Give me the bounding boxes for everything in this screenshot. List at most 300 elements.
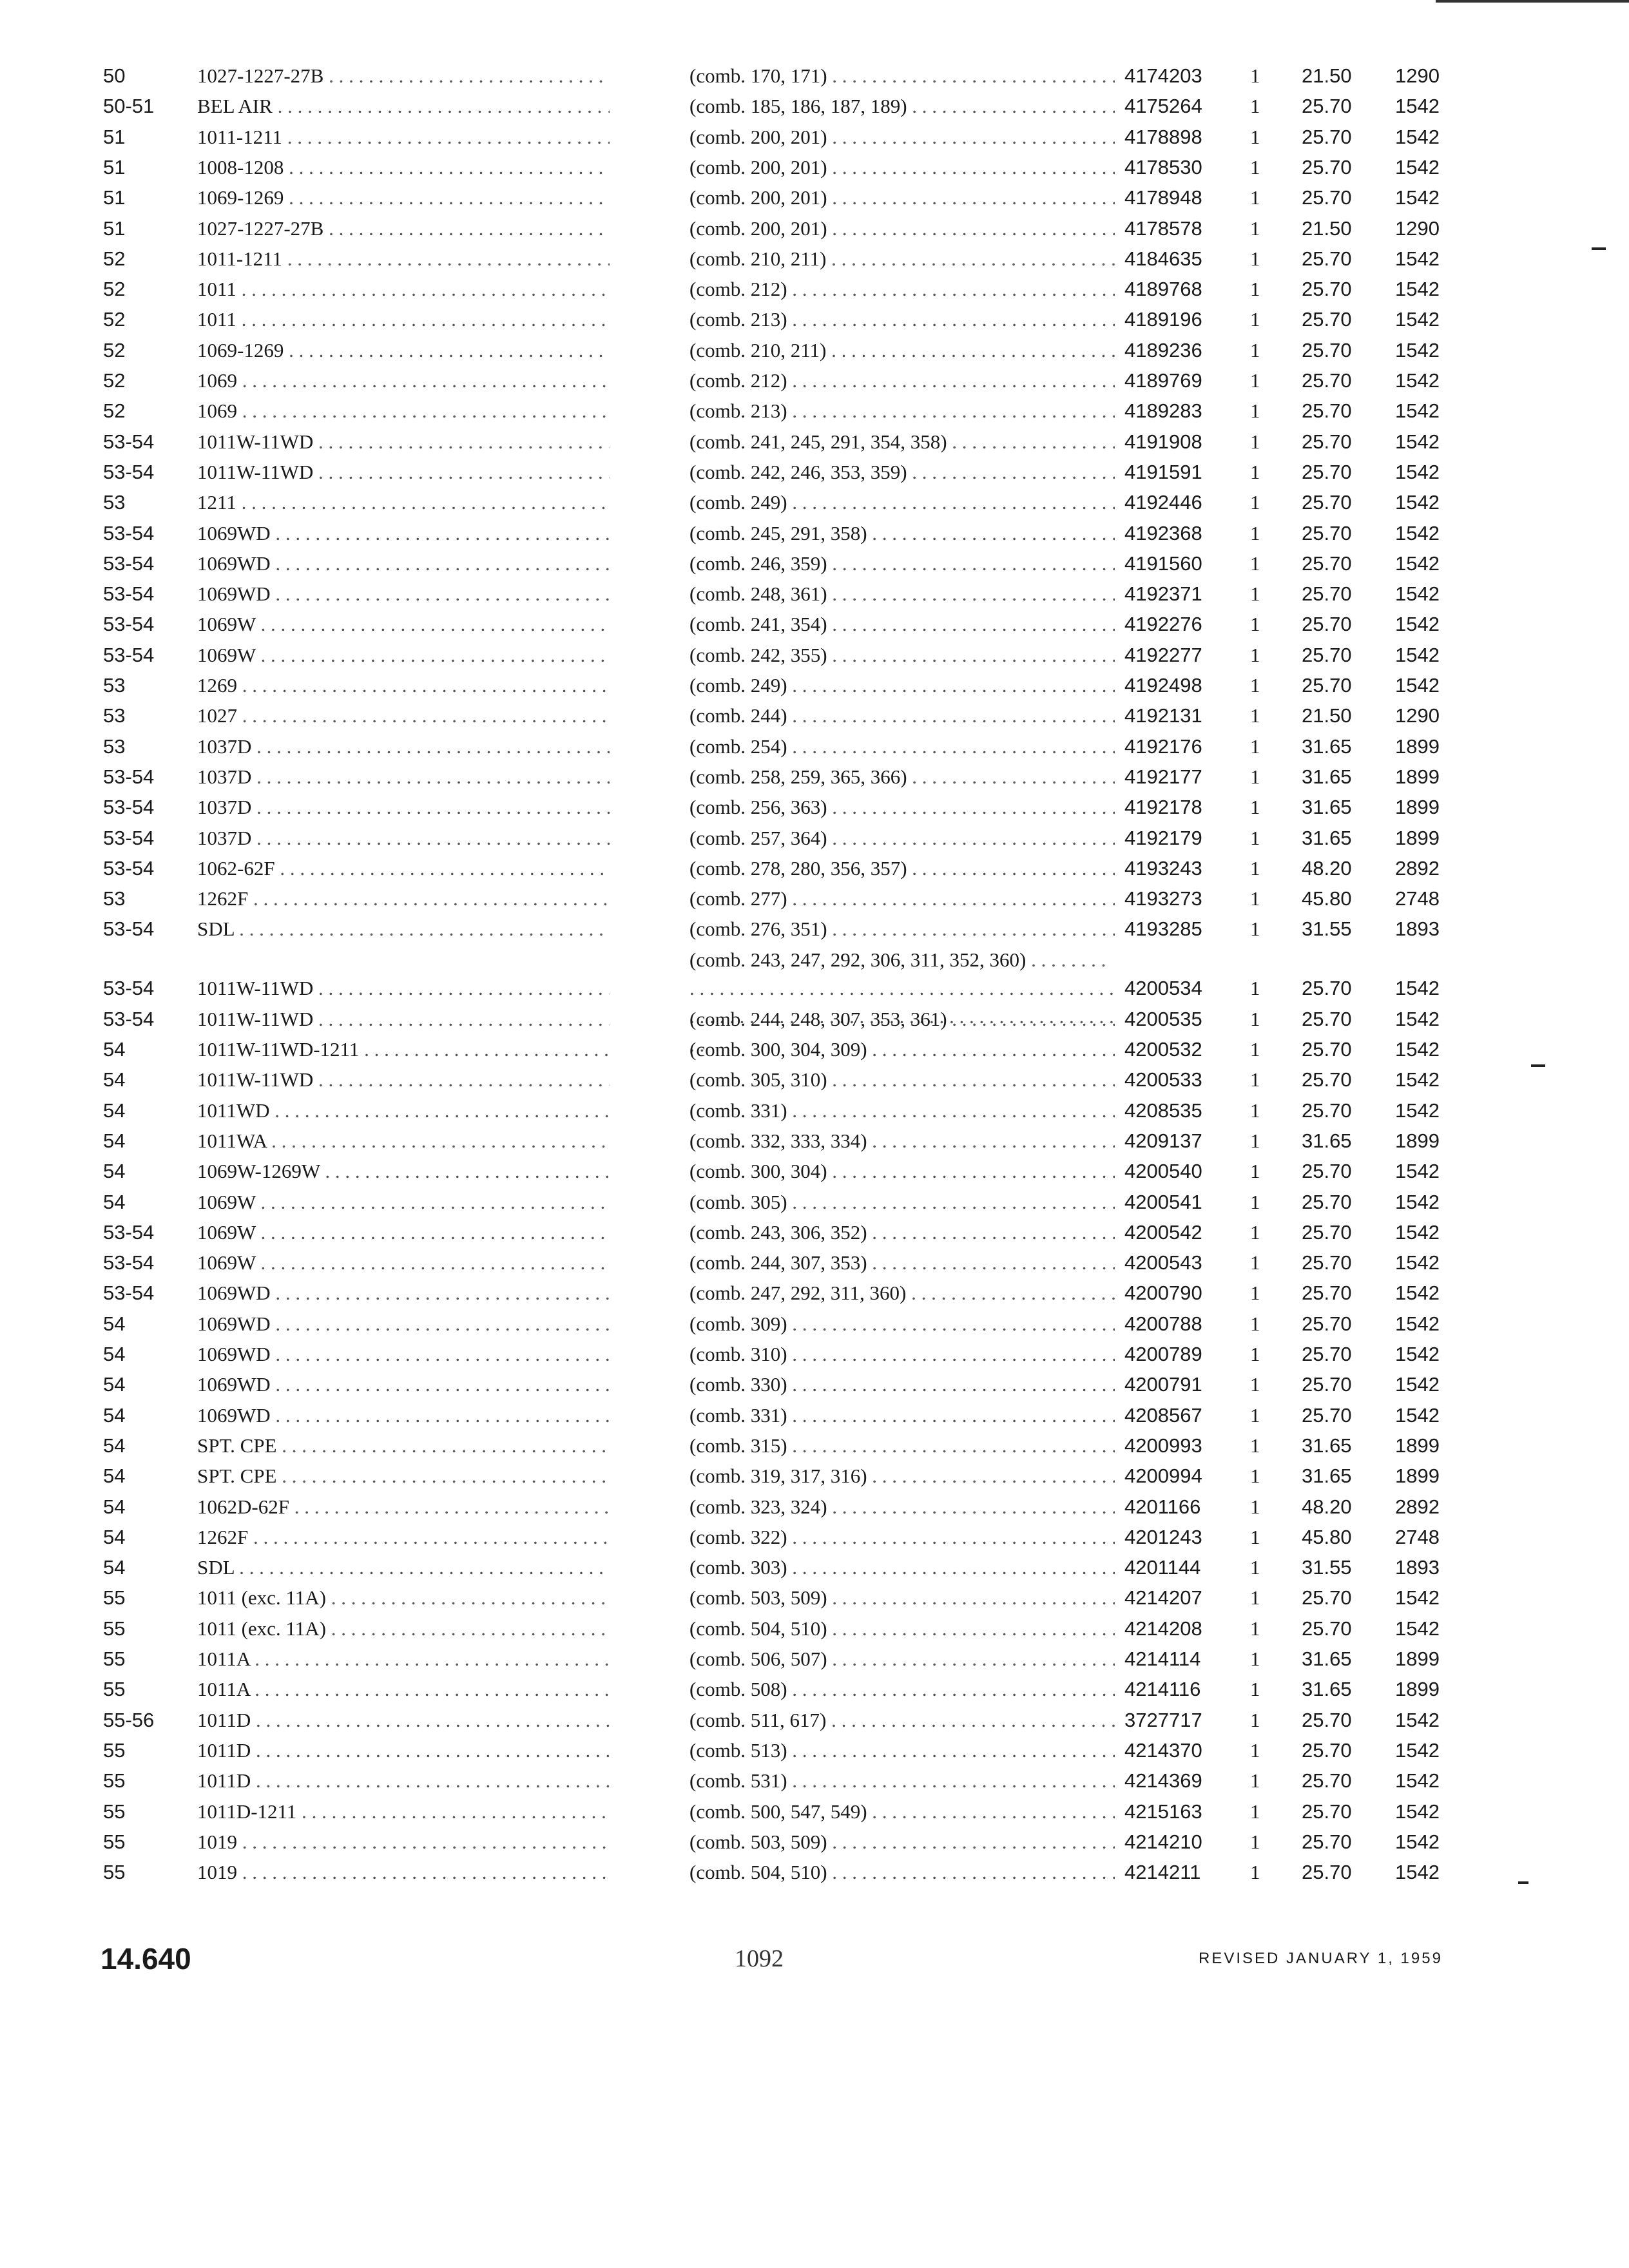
combination-desc: (comb. 244) . . . [689, 702, 1115, 730]
combination-desc: (comb. 244, 248, 307, 353, 361) . . . [689, 1005, 1115, 1033]
combination-desc: (comb. 212) . . . [689, 367, 1115, 395]
price-code: 1542 [1395, 1861, 1440, 1884]
model-number: SPT. CPE . . . [197, 1462, 610, 1490]
part-number: 4192178 [1124, 796, 1202, 819]
list-price: 25.70 [1302, 1099, 1352, 1122]
model-year: 53-54 [103, 430, 155, 453]
table-row [0, 1340, 1629, 1369]
model-number: 1069 . . . [197, 397, 610, 425]
table-row [0, 1157, 1629, 1186]
table-row [0, 1279, 1629, 1307]
quantity: 1 [1250, 64, 1260, 87]
part-number: 4214208 [1124, 1617, 1202, 1640]
quantity: 1 [1250, 1800, 1260, 1823]
model-number: 1011WA . . . [197, 1127, 610, 1155]
list-price: 31.65 [1302, 735, 1352, 758]
combination-desc: (comb. 504, 510) . . . [689, 1858, 1115, 1887]
list-price: 25.70 [1302, 1403, 1352, 1427]
quantity: 1 [1250, 338, 1260, 361]
model-year: 53-54 [103, 918, 155, 941]
quantity: 1 [1250, 826, 1260, 849]
table-row [0, 184, 1629, 212]
list-price: 25.70 [1302, 1343, 1352, 1365]
quantity: 1 [1250, 1099, 1260, 1122]
quantity: 1 [1250, 1007, 1260, 1030]
combination-desc: (comb. 210, 211) . . . [689, 336, 1115, 365]
combination-desc: (comb. 277) . . . [689, 885, 1115, 913]
list-price: 25.70 [1302, 1068, 1352, 1091]
combination-desc: (comb. 249) . . . [689, 488, 1115, 517]
list-price: 48.20 [1302, 856, 1352, 879]
part-number: 4200788 [1124, 1312, 1202, 1335]
part-number: 4192131 [1124, 704, 1202, 727]
model-year: 53 [103, 735, 126, 758]
part-number: 4201144 [1124, 1556, 1201, 1579]
part-number: 4192176 [1124, 735, 1202, 758]
part-number: 4215163 [1124, 1800, 1202, 1823]
model-number: SDL . . . [197, 1553, 610, 1582]
price-code: 1899 [1395, 1678, 1440, 1701]
model-number: SDL . . . [197, 915, 610, 943]
table-row [0, 62, 1629, 90]
price-code: 1542 [1395, 308, 1440, 331]
quantity: 1 [1250, 369, 1260, 392]
price-code: 1899 [1395, 826, 1440, 849]
model-year: 53-54 [103, 643, 155, 666]
table-row [0, 458, 1629, 486]
price-code: 2748 [1395, 887, 1440, 910]
model-year: 53-54 [103, 521, 155, 544]
part-number: 4200543 [1124, 1251, 1202, 1274]
model-number: 1062D-62F . . . [197, 1493, 610, 1521]
table-row [0, 488, 1629, 517]
part-number: 4200789 [1124, 1343, 1202, 1365]
model-year: 54 [103, 1068, 126, 1091]
model-year: 54 [103, 1434, 126, 1457]
model-number: 1062-62F . . . [197, 854, 610, 883]
model-year: 53-54 [103, 552, 155, 575]
model-year: 55 [103, 1738, 126, 1762]
price-code: 1542 [1395, 1708, 1440, 1731]
model-number: BEL AIR . . . [197, 92, 610, 120]
table-row [0, 550, 1629, 578]
part-number: 4214116 [1124, 1678, 1201, 1701]
model-year: 53-54 [103, 1282, 155, 1305]
combination-desc: (comb. 300, 304) . . . [689, 1157, 1115, 1186]
list-price: 25.70 [1302, 155, 1352, 178]
model-number: 1011W-11WD . . . [197, 428, 610, 456]
model-year: 53-54 [103, 976, 155, 999]
list-price: 21.50 [1302, 64, 1352, 87]
table-row [0, 1218, 1629, 1247]
quantity: 1 [1250, 1282, 1260, 1305]
part-number: 4189236 [1124, 338, 1202, 361]
quantity: 1 [1250, 1465, 1260, 1488]
quantity: 1 [1250, 1678, 1260, 1701]
part-number: 4214210 [1124, 1830, 1202, 1853]
list-price: 25.70 [1302, 1617, 1352, 1640]
table-row [0, 1584, 1629, 1612]
model-year: 52 [103, 308, 126, 331]
quantity: 1 [1250, 1373, 1260, 1396]
combination-desc: (comb. 247, 292, 311, 360) . . . [689, 1279, 1115, 1307]
table-row [0, 1462, 1629, 1490]
section-number: 14.640 [101, 1942, 191, 1975]
combination-desc: (comb. 331) . . . [689, 1097, 1115, 1125]
combination-desc: (comb. 322) . . . [689, 1523, 1115, 1552]
combination-desc: (comb. 242, 355) . . . [689, 641, 1115, 669]
table-row [0, 245, 1629, 273]
combination-desc: (comb. 257, 364) . . . [689, 824, 1115, 852]
quantity: 1 [1250, 582, 1260, 606]
table-row [0, 1310, 1629, 1338]
model-year: 53-54 [103, 613, 155, 636]
quantity: 1 [1250, 1434, 1260, 1457]
list-price: 25.70 [1302, 1373, 1352, 1396]
list-price: 25.70 [1302, 613, 1352, 636]
price-code: 1542 [1395, 1099, 1440, 1122]
quantity: 1 [1250, 735, 1260, 758]
table-row [0, 367, 1629, 395]
quantity: 1 [1250, 1495, 1260, 1518]
quantity: 1 [1250, 1586, 1260, 1610]
model-number: 1069W . . . [197, 610, 610, 639]
price-code: 1290 [1395, 216, 1440, 240]
table-row [0, 1828, 1629, 1856]
model-number: 1011A . . . [197, 1675, 610, 1704]
list-price: 25.70 [1302, 1708, 1352, 1731]
quantity: 1 [1250, 856, 1260, 879]
part-number: 4208567 [1124, 1403, 1202, 1427]
price-code: 1542 [1395, 278, 1440, 301]
model-number: 1011 (exc. 11A) . . . [197, 1584, 610, 1612]
list-price: 31.65 [1302, 1129, 1352, 1152]
quantity: 1 [1250, 1129, 1260, 1152]
combination-desc: (comb. 258, 259, 365, 366) . . . [689, 763, 1115, 791]
part-number: 4214211 [1124, 1861, 1201, 1884]
quantity: 1 [1250, 887, 1260, 910]
model-year: 54 [103, 1403, 126, 1427]
part-number: 4200533 [1124, 1068, 1202, 1091]
table-row [0, 1615, 1629, 1643]
model-number: 1269 . . . [197, 671, 610, 700]
model-number: 1069WD . . . [197, 1370, 610, 1399]
part-number: 4200541 [1124, 1190, 1202, 1213]
model-number: 1011D . . . [197, 1736, 610, 1765]
list-price: 48.20 [1302, 1495, 1352, 1518]
combination-desc: (comb. 248, 361) . . . [689, 580, 1115, 608]
quantity: 1 [1250, 1617, 1260, 1640]
price-code: 2892 [1395, 1495, 1440, 1518]
model-year: 54 [103, 1373, 126, 1396]
combination-desc: (comb. 315) . . . [689, 1432, 1115, 1460]
table-row [0, 1798, 1629, 1826]
price-code: 1542 [1395, 1160, 1440, 1183]
quantity: 1 [1250, 1343, 1260, 1365]
combination-desc: (comb. 210, 211) . . . [689, 245, 1115, 273]
part-number: 4214369 [1124, 1769, 1202, 1792]
part-number: 4178898 [1124, 125, 1202, 148]
combination-desc: (comb. 310) . . . [689, 1340, 1115, 1369]
list-price: 25.70 [1302, 308, 1352, 331]
model-number: 1027-1227-27B . . . [197, 215, 610, 243]
part-number: 4214370 [1124, 1738, 1202, 1762]
price-code: 1542 [1395, 976, 1440, 999]
model-number: 1069-1269 . . . [197, 336, 610, 365]
list-price: 21.50 [1302, 216, 1352, 240]
quantity: 1 [1250, 1220, 1260, 1244]
combination-desc: (comb. 212) . . . [689, 275, 1115, 303]
combination-desc: (comb. 200, 201) . . . [689, 123, 1115, 151]
model-year: 54 [103, 1129, 126, 1152]
quantity: 1 [1250, 430, 1260, 453]
list-price: 25.70 [1302, 1738, 1352, 1762]
combination-desc: (comb. 330) . . . [689, 1370, 1115, 1399]
part-number: 4192446 [1124, 491, 1202, 514]
price-code: 1542 [1395, 1343, 1440, 1365]
model-year: 53-54 [103, 826, 155, 849]
model-number: 1069WD . . . [197, 550, 610, 578]
model-number: 1019 . . . [197, 1858, 610, 1887]
list-price: 25.70 [1302, 338, 1352, 361]
price-code: 1542 [1395, 1251, 1440, 1274]
model-year: 55 [103, 1678, 126, 1701]
model-year: 52 [103, 247, 126, 270]
part-number: 4200790 [1124, 1282, 1202, 1305]
quantity: 1 [1250, 1769, 1260, 1792]
model-number: 1011W-11WD . . . [197, 974, 610, 1003]
combination-desc: (comb. 244, 307, 353) . . . [689, 1249, 1115, 1277]
model-number: SPT. CPE . . . [197, 1432, 610, 1460]
combination-desc: (comb. 332, 333, 334) . . . [689, 1127, 1115, 1155]
combination-desc: (comb. 276, 351) . . . [689, 915, 1115, 943]
list-price: 25.70 [1302, 1160, 1352, 1183]
part-number: 4214114 [1124, 1648, 1201, 1670]
combination-desc: (comb. 303) . . . [689, 1553, 1115, 1582]
quantity: 1 [1250, 1068, 1260, 1091]
model-number: 1027-1227-27B . . . [197, 62, 610, 90]
table-row [0, 336, 1629, 365]
price-code: 1542 [1395, 247, 1440, 270]
list-price: 25.70 [1302, 247, 1352, 270]
model-year: 55 [103, 1648, 126, 1670]
model-year: 55 [103, 1800, 126, 1823]
price-code: 1542 [1395, 1190, 1440, 1213]
model-year: 55 [103, 1586, 126, 1610]
model-year: 50-51 [103, 95, 155, 118]
model-year: 54 [103, 1099, 126, 1122]
price-code: 1542 [1395, 1769, 1440, 1792]
part-number: 4214207 [1124, 1586, 1202, 1610]
combination-desc: (comb. 200, 201) . . . [689, 184, 1115, 212]
price-code: 1899 [1395, 765, 1440, 788]
part-number: 4208535 [1124, 1099, 1202, 1122]
model-year: 54 [103, 1312, 126, 1335]
quantity: 1 [1250, 918, 1260, 941]
price-code: 1542 [1395, 338, 1440, 361]
list-price: 25.70 [1302, 1038, 1352, 1061]
quantity: 1 [1250, 399, 1260, 423]
list-price: 31.55 [1302, 918, 1352, 941]
quantity: 1 [1250, 125, 1260, 148]
table-row [0, 123, 1629, 151]
list-price: 25.70 [1302, 582, 1352, 606]
model-year: 54 [103, 1160, 126, 1183]
combination-desc: (comb. 503, 509) . . . [689, 1828, 1115, 1856]
part-number: 4189196 [1124, 308, 1202, 331]
table-row [0, 702, 1629, 730]
model-year: 54 [103, 1038, 126, 1061]
price-code: 1893 [1395, 1556, 1440, 1579]
model-number: 1069 . . . [197, 367, 610, 395]
list-price: 25.70 [1302, 369, 1352, 392]
combination-desc: (comb. 323, 324) . . . [689, 1493, 1115, 1521]
part-number: 3727717 [1124, 1708, 1202, 1731]
list-price: 25.70 [1302, 1769, 1352, 1792]
combination-desc: (comb. 305) . . . [689, 1188, 1115, 1216]
table-row [0, 275, 1629, 303]
price-code: 1542 [1395, 399, 1440, 423]
price-code: 1542 [1395, 186, 1440, 209]
quantity: 1 [1250, 308, 1260, 331]
list-price: 31.65 [1302, 765, 1352, 788]
part-number: 4189283 [1124, 399, 1202, 423]
combination-desc: (comb. 500, 547, 549) . . . [689, 1798, 1115, 1826]
model-number: 1069-1269 . . . [197, 184, 610, 212]
price-code: 1899 [1395, 1648, 1440, 1670]
model-number: 1262F . . . [197, 1523, 610, 1552]
quantity: 1 [1250, 1251, 1260, 1274]
price-code: 1542 [1395, 582, 1440, 606]
quantity: 1 [1250, 216, 1260, 240]
model-year: 53-54 [103, 796, 155, 819]
table-row [0, 1401, 1629, 1430]
table-row [0, 305, 1629, 334]
model-number: 1008-1208 . . . [197, 153, 610, 182]
quantity: 1 [1250, 186, 1260, 209]
combination-desc: (comb. 256, 363) . . . [689, 793, 1115, 822]
part-number: 4200993 [1124, 1434, 1202, 1457]
table-row [0, 1493, 1629, 1521]
model-number: 1011W-11WD . . . [197, 458, 610, 486]
quantity: 1 [1250, 613, 1260, 636]
model-year: 53-54 [103, 856, 155, 879]
price-code: 1542 [1395, 1586, 1440, 1610]
combination-desc: (comb. 246, 359) . . . [689, 550, 1115, 578]
price-code: 1899 [1395, 796, 1440, 819]
price-code: 1542 [1395, 674, 1440, 697]
model-number: 1011 . . . [197, 275, 610, 303]
model-year: 53-54 [103, 1220, 155, 1244]
list-price: 45.80 [1302, 887, 1352, 910]
part-number: 4189768 [1124, 278, 1202, 301]
model-number: 1069W . . . [197, 1249, 610, 1277]
page-number: 1092 [735, 1945, 784, 1972]
price-code: 1542 [1395, 1220, 1440, 1244]
combination-desc: (comb. 241, 354) . . . [689, 610, 1115, 639]
price-code: 1542 [1395, 643, 1440, 666]
part-number: 4200534 [1124, 976, 1202, 999]
list-price: 25.70 [1302, 1861, 1352, 1884]
list-price: 25.70 [1302, 1190, 1352, 1213]
list-price: 25.70 [1302, 1282, 1352, 1305]
table-row [0, 1767, 1629, 1795]
table-row [0, 1553, 1629, 1582]
quantity: 1 [1250, 521, 1260, 544]
quantity: 1 [1250, 796, 1260, 819]
model-year: 54 [103, 1556, 126, 1579]
model-number: 1011-1211 . . . [197, 245, 610, 273]
table-row [0, 1645, 1629, 1673]
price-code: 1542 [1395, 613, 1440, 636]
price-code: 2892 [1395, 856, 1440, 879]
model-number: 1011A . . . [197, 1645, 610, 1673]
model-year: 54 [103, 1343, 126, 1365]
model-number: 1011D . . . [197, 1706, 610, 1735]
quantity: 1 [1250, 643, 1260, 666]
list-price: 25.70 [1302, 460, 1352, 483]
price-code: 1542 [1395, 1617, 1440, 1640]
model-year: 52 [103, 278, 126, 301]
model-year: 53-54 [103, 1251, 155, 1274]
table-row [0, 915, 1629, 943]
model-number: 1069WD . . . [197, 580, 610, 608]
list-price: 25.70 [1302, 95, 1352, 118]
combination-desc: (comb. 319, 317, 316) . . . [689, 1462, 1115, 1490]
model-year: 55 [103, 1830, 126, 1853]
price-code: 1542 [1395, 1830, 1440, 1853]
part-number: 4178530 [1124, 155, 1202, 178]
combination-desc: (comb. 531) . . . [689, 1767, 1115, 1795]
price-code: 1542 [1395, 430, 1440, 453]
price-code: 1290 [1395, 64, 1440, 87]
quantity: 1 [1250, 1403, 1260, 1427]
model-number: 1069W-1269W . . . [197, 1157, 610, 1186]
model-number: 1069WD . . . [197, 1310, 610, 1338]
list-price: 25.70 [1302, 1007, 1352, 1030]
model-year: 54 [103, 1465, 126, 1488]
part-number: 4201166 [1124, 1495, 1201, 1518]
price-code: 1542 [1395, 1312, 1440, 1335]
model-number: 1037D . . . [197, 793, 610, 822]
combination-desc: (comb. 200, 201) . . . [689, 215, 1115, 243]
model-year: 53-54 [103, 765, 155, 788]
table-row [0, 215, 1629, 243]
list-price: 25.70 [1302, 1830, 1352, 1853]
model-year: 50 [103, 64, 126, 87]
table-row [0, 793, 1629, 822]
combination-desc: (comb. 504, 510) . . . [689, 1615, 1115, 1643]
table-row [0, 1736, 1629, 1765]
combination-desc: (comb. 243, 247, 292, 306, 311, 352, 360) . . . [689, 946, 1115, 1059]
model-year: 53 [103, 491, 126, 514]
table-row [0, 580, 1629, 608]
list-price: 45.80 [1302, 1525, 1352, 1548]
table-row [0, 153, 1629, 182]
model-number: 1037D . . . [197, 824, 610, 852]
price-code: 1542 [1395, 1800, 1440, 1823]
table-row [0, 1097, 1629, 1125]
table-row [0, 519, 1629, 548]
model-number: 1069WD . . . [197, 1401, 610, 1430]
part-number: 4200994 [1124, 1465, 1202, 1488]
model-number: 1011W-11WD . . . [197, 1005, 610, 1033]
model-year: 55 [103, 1861, 126, 1884]
quantity: 1 [1250, 1708, 1260, 1731]
part-number: 4200791 [1124, 1373, 1202, 1396]
quantity: 1 [1250, 278, 1260, 301]
combination-desc: (comb. 300, 304, 309) . . . [689, 1035, 1115, 1064]
